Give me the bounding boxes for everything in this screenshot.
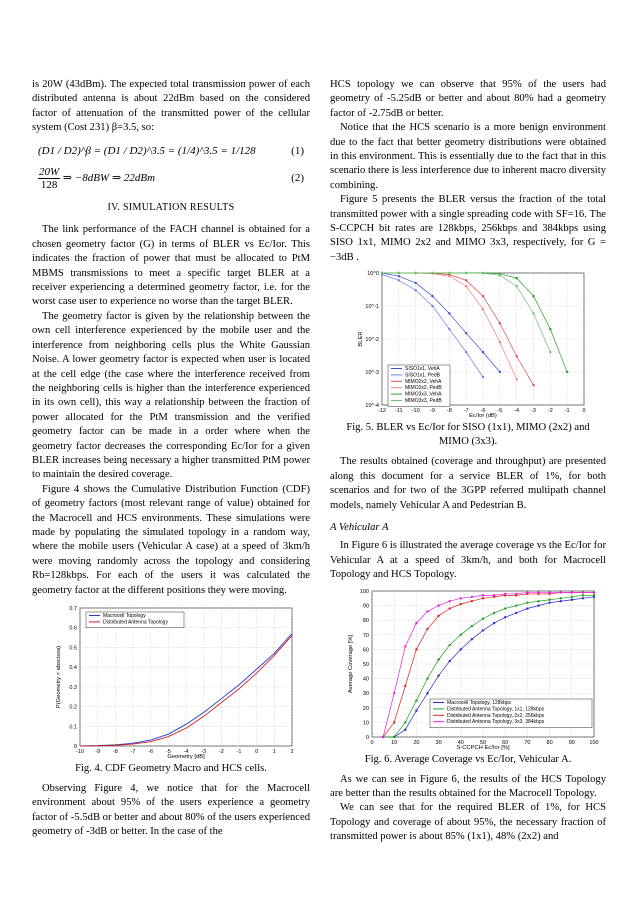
x-tick-label: -2 [218, 749, 224, 755]
y-tick-label: 90 [362, 603, 369, 610]
legend-label: MIMO3x3, VehA [405, 391, 442, 398]
paragraph: Observing Figure 4, we notice that for the Macrocell environment about 95% of the users experience a geometry factor of -5.5dB or better and about 80% of the users experienced geometry of -3dB or better. In the case of the [32, 783, 310, 838]
x-tick-label: -4 [183, 749, 189, 755]
equation-2-fraction: $\frac{20W}{128}$ [39, 166, 60, 192]
data-point [537, 600, 539, 602]
legend-label: Distributed Antenna Topology, 2x2, 256kbps [447, 712, 545, 719]
x-tick-label: -9 [95, 749, 101, 755]
data-point [560, 597, 562, 599]
equation-1-number: (1) [291, 144, 304, 157]
y-tick-label: 0.7 [69, 606, 77, 612]
data-point [471, 624, 473, 626]
x-tick-label: -8 [446, 408, 452, 415]
paragraph: HCS topology we can observe that 95% of the users had geometry of -5.25dB or better and about 80% had a geometry factor of -2.75dB or better. [330, 79, 606, 119]
data-point [526, 607, 528, 609]
x-tick-label: 0 [582, 408, 586, 415]
data-point [548, 601, 550, 603]
data-point [448, 312, 450, 314]
average-coverage-chart [342, 587, 600, 751]
data-point [381, 272, 383, 274]
x-tick-label: -1 [236, 749, 242, 755]
data-point [460, 597, 462, 599]
data-point [465, 279, 467, 281]
x-tick-label: -2 [547, 408, 553, 415]
data-point [499, 341, 501, 343]
equation-2-rhs: ⇒ −8dBW ⇒ 22dBm [62, 172, 156, 185]
figure-6-caption: Fig. 6. Average Coverage vs Ec/Ior, Vehicular A. [364, 753, 572, 765]
y-axis-label: Average Coverage [%] [348, 634, 354, 693]
data-point [460, 648, 462, 650]
data-point [532, 295, 534, 297]
legend-label: Distributed Antenna Topology, 3x3, 384kbps [447, 718, 545, 725]
data-point [515, 611, 517, 613]
data-point [593, 591, 595, 593]
data-point [471, 600, 473, 602]
data-point [426, 627, 428, 629]
x-tick-label: 20 [413, 739, 420, 746]
x-tick-label: 60 [502, 739, 509, 746]
data-point [448, 272, 450, 274]
data-point [526, 591, 528, 593]
x-tick-label: -7 [130, 749, 136, 755]
data-point [465, 285, 467, 287]
data-point [548, 598, 550, 600]
y-tick-label: 70 [362, 632, 369, 639]
figure-4-caption: Fig. 4. CDF Geometry Macro and HCS cells. [75, 763, 267, 774]
x-axis-label: S-CCPCH Ec/Ior [%] [456, 744, 510, 751]
data-point [515, 355, 517, 357]
y-tick-label: 0.3 [69, 684, 77, 691]
data-point [404, 728, 406, 730]
legend-label: Macrocell Topology [103, 613, 146, 619]
x-tick-label: 30 [435, 739, 442, 746]
x-tick-label: 80 [546, 739, 553, 746]
data-point [382, 735, 384, 737]
y-tick-label: 40 [362, 676, 369, 683]
data-point [465, 332, 467, 334]
paragraph: We can see that for the required BLER of 1%, for HCS Topology and coverage of about 95%, the necessary fraction of transmitted power is about 85% (1x1), 48% (2x2) and [330, 802, 606, 843]
data-point [449, 659, 451, 661]
equation-2-number: (2) [291, 172, 304, 185]
data-point [537, 604, 539, 606]
x-tick-label: -8 [112, 749, 118, 755]
y-tick-label: 0 [73, 744, 77, 750]
data-point [482, 272, 484, 274]
data-point [515, 604, 517, 606]
paragraph: The link performance of the FACH channel is obtained for a chosen geometry factor (G) in terms of BLER vs Ec/Ior. This indicates the fraction of power that must be allocated to PtM MBMS transmissions to meet a specific target BLER at a receiver experiencing a determined geometry factor, i.e. for the worst case user to experience no worse than the target BLER. [32, 224, 310, 308]
data-point [393, 735, 395, 737]
equation-2 [38, 166, 310, 191]
data-point [482, 594, 484, 596]
data-point [571, 591, 573, 593]
x-tick-label: -6 [480, 408, 486, 415]
data-point [515, 285, 517, 287]
y-tick-label: 10 [362, 719, 369, 726]
x-axis-label: Geometry [dB] [167, 754, 205, 760]
data-point [426, 692, 428, 694]
paragraph: In Figure 6 is illustrated the average coverage vs the Ec/Ior for Vehicular A at a speed of 3km/h, and both for Macrocell Topology and HCS Topology. [330, 540, 606, 581]
data-point [482, 629, 484, 631]
data-point [515, 592, 517, 594]
data-point [415, 709, 417, 711]
data-point [404, 684, 406, 686]
data-point [582, 591, 584, 593]
x-tick-label: -4 [514, 408, 520, 415]
data-point [431, 295, 433, 297]
cdf-geometry-chart [46, 604, 296, 760]
x-tick-label: -10 [76, 749, 84, 755]
data-point [460, 602, 462, 604]
y-tick-label: 50 [362, 661, 369, 668]
data-point [482, 597, 484, 599]
figure-5-caption: Fig. 5. BLER vs Ec/Ior for SISO (1x1), MIMO (2x2) and MIMO (3x3). [346, 422, 590, 448]
data-point [426, 610, 428, 612]
data-point [404, 645, 406, 647]
intro-paragraph: is 20W (43dBm). The expected total transmission power of each distributed antenna is about 22dBm based on the considered factor of attenuation of the transmitted power of the cellular system (Cost 231) β=3.5, so: [32, 79, 310, 134]
data-point [571, 595, 573, 597]
x-tick-label: 40 [457, 739, 464, 746]
y-tick-label: 0.6 [69, 625, 77, 632]
data-point [493, 621, 495, 623]
data-point [515, 277, 517, 279]
paragraph: Notice that the HCS scenario is a more benign environment due to the fact that better geometry distributions were obtained in this environment. This is essentially due to the fact that in this scenario there is less interference due to inherent macro diversity combining. [330, 122, 606, 191]
x-tick-label: -3 [201, 749, 207, 755]
data-point [593, 594, 595, 596]
data-point [415, 699, 417, 701]
equation-1-body: (D1 / D2)^β = (D1 / D2)^3.5 = (1/4)^3.5 = 1/128 [38, 144, 256, 157]
x-tick-label: 0 [255, 749, 259, 755]
y-tick-label: 0 [365, 734, 369, 741]
data-point [415, 648, 417, 650]
y-tick-label: 30 [362, 690, 369, 697]
x-tick-label: 90 [568, 739, 575, 746]
paragraph: As we can see in Figure 6, the results of the HCS Topology are better than the results obtained for the Macrocell Topology. [330, 773, 606, 799]
section-heading: IV. SIMULATION RESULTS [107, 202, 235, 214]
x-tick-label: 100 [589, 739, 599, 746]
data-point [448, 275, 450, 277]
data-point [482, 617, 484, 619]
y-tick-label: 20 [362, 705, 369, 712]
paragraph: Figure 5 presents the BLER versus the fraction of the total transmitted power with a single spreading code with SF=16. The S-CCPCH bit rates are 128kbps, 256kbps and 384kbps using SISO 1x1, MIMO 2x2 and MIMO 3x3, respectively, for G = −3dB . [330, 194, 606, 263]
data-point [415, 621, 417, 623]
subsection-heading: A Vehicular A [330, 521, 389, 533]
y-tick-label: 100 [359, 588, 369, 595]
x-tick-label: 0 [370, 739, 374, 746]
legend-label: MIMO2x2, VehA [405, 379, 442, 386]
legend-label: Macrocell Topology, 128kbps [447, 699, 512, 706]
data-point [449, 607, 451, 609]
data-point [532, 312, 534, 314]
data-point [414, 282, 416, 284]
paragraph: The results obtained (coverage and throughput) are presented along this document for a service BLER of 1%, for both scenarios and for two of the 3GPP referred multipath channel models, namely Vehicular A and Pedestrian B. [330, 456, 606, 511]
x-tick-label: 1 [272, 749, 276, 755]
data-point [482, 376, 484, 378]
data-point [504, 592, 506, 594]
data-point [515, 378, 517, 380]
figure-5 [352, 269, 606, 419]
data-point [449, 600, 451, 602]
data-point [414, 289, 416, 291]
data-point [499, 371, 501, 373]
data-point [414, 272, 416, 274]
data-point [393, 721, 395, 723]
x-tick-label: 2 [290, 749, 294, 755]
data-point [560, 591, 562, 593]
y-tick-label: 10^-3 [365, 370, 379, 377]
figure-6 [342, 587, 606, 751]
data-point [437, 604, 439, 606]
figure-4 [46, 604, 310, 760]
x-axis-label: Ec/Ior (dB) [469, 413, 497, 420]
data-point [504, 607, 506, 609]
y-axis-label: BLER [358, 331, 364, 347]
y-tick-label: 0.4 [69, 665, 77, 672]
legend-label: SISO1x1, VehA [405, 366, 440, 373]
data-point [526, 601, 528, 603]
data-point [426, 677, 428, 679]
data-point [431, 272, 433, 274]
left-column [32, 78, 310, 840]
data-point [493, 611, 495, 613]
y-tick-label: 10^-1 [365, 304, 379, 311]
x-tick-label: -11 [395, 408, 403, 415]
y-tick-label: 0.5 [69, 645, 77, 652]
data-point [504, 616, 506, 618]
y-tick-label: 80 [362, 617, 369, 624]
data-point [398, 272, 400, 274]
data-point [571, 598, 573, 600]
x-tick-label: -9 [430, 408, 435, 415]
data-point [437, 674, 439, 676]
data-point [482, 308, 484, 310]
data-point [398, 279, 400, 281]
data-point [404, 721, 406, 723]
data-point [532, 384, 534, 386]
x-tick-label: -12 [378, 408, 386, 415]
y-tick-label: 60 [362, 646, 369, 653]
data-point [548, 591, 550, 593]
data-point [460, 633, 462, 635]
legend-label: Distributed Antenna Topology [103, 619, 168, 626]
data-point [437, 614, 439, 616]
data-point [537, 591, 539, 593]
data-point [582, 597, 584, 599]
y-tick-label: 10^-2 [365, 337, 379, 344]
x-tick-label: 50 [479, 739, 487, 746]
y-axis-label: P(Geometry < abscissa) [56, 645, 62, 709]
data-point [549, 351, 551, 353]
legend-label: MIMO3x3, PedB [405, 398, 442, 405]
data-point [465, 272, 467, 274]
data-point [431, 305, 433, 307]
data-point [582, 594, 584, 596]
data-point [437, 658, 439, 660]
right-column [330, 78, 606, 845]
y-tick-label: 0.1 [69, 724, 77, 731]
data-point [398, 275, 400, 277]
data-point [499, 322, 501, 324]
paragraph: The geometry factor is given by the relationship between the own cell interference experienced by the mobile user and the interference from neighboring cells plus the White Gaussian Noise. A lower geometry factor is expected when user is located at the cell edge (the case where the interference received from the neighboring cells is higher than the interference experienced in its own cell), this way a relationship between the fraction of power allocated for the PtM transmission and the verified geometry factor can be made in a order where when the geometry factor decreases the corresponding Ec/Ior for a given BLER increases being necessary a higher transmitted PtM power to maintain the desired coverage. [32, 310, 310, 481]
data-point [465, 351, 467, 353]
paragraph: Figure 4 shows the Cumulative Distribution Function (CDF) of geometry factors (most relevant range of value) obtained for the Macrocell and HCS environments. These simulations were made by populating the simulated topology in a random way, where the mobile users (Vehicular A case) at a speed of 3km/h were moving randomly across the topology and considering Rb=128kbps. For each of the users it was calculated the geometry factor at the different positions they were moving. [32, 483, 310, 596]
x-tick-label: -1 [564, 408, 570, 415]
data-point [566, 371, 568, 373]
data-point [560, 600, 562, 602]
data-point [393, 692, 395, 694]
data-point [449, 643, 451, 645]
data-point [482, 351, 484, 353]
data-point [471, 595, 473, 597]
legend-label: SISO1x1, PedB [405, 372, 441, 379]
x-tick-label: 10 [391, 739, 398, 746]
x-tick-label: -5 [497, 408, 503, 415]
data-point [482, 295, 484, 297]
x-tick-label: -10 [411, 408, 420, 415]
data-point [471, 638, 473, 640]
data-point [549, 328, 551, 330]
legend-label: Distributed Antenna Topology, 1x1, 128kbps [447, 705, 545, 712]
y-tick-label: 10^0 [367, 271, 379, 278]
x-tick-label: 70 [524, 739, 531, 746]
data-point [448, 328, 450, 330]
legend-label: MIMO2x2, PedB [405, 385, 442, 392]
data-point [499, 274, 501, 276]
x-tick-label: -5 [165, 749, 171, 755]
x-tick-label: -6 [148, 749, 154, 755]
equation-1 [38, 144, 310, 158]
y-tick-label: 10^-4 [365, 403, 379, 410]
bler-vs-ecior-chart [352, 269, 588, 419]
x-tick-label: -3 [531, 408, 536, 415]
x-tick-label: -7 [463, 408, 469, 415]
y-tick-label: 0.2 [69, 704, 77, 711]
data-point [493, 594, 495, 596]
